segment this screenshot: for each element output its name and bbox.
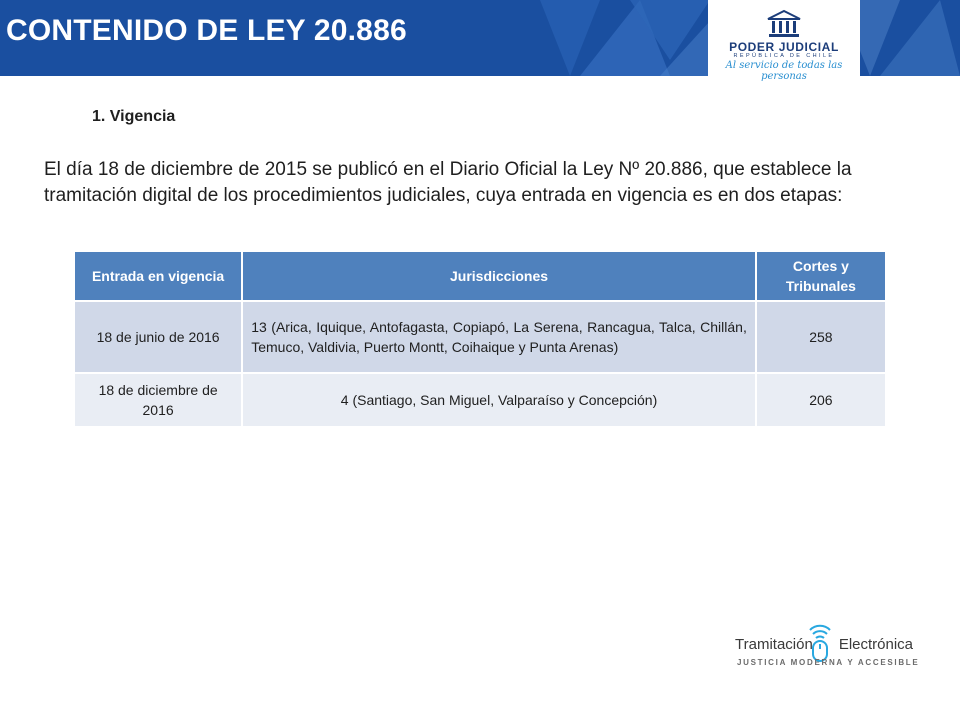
table-cell: 258 (757, 302, 885, 374)
vigencia-table (75, 252, 885, 428)
column-header: Cortes y Tribunales (757, 252, 885, 302)
tramitacion-electronica-logo (735, 618, 920, 678)
logo-word-tramitacion: Tramitación (735, 636, 813, 653)
courthouse-icon (766, 9, 802, 39)
intro-paragraph: El día 18 de diciembre de 2015 se publicó en el Diario Oficial la Ley Nº 20.886, que establece la tramitación digital de los procedimientos judiciales, cuya entrada en vigencia es en dos etapas: (44, 159, 852, 206)
table-cell: 206 (757, 374, 885, 428)
page-title: CONTENIDO DE LEY 20.886 (6, 14, 407, 47)
column-header: Entrada en vigencia (75, 252, 243, 302)
logo-tagline: JUSTICIA MODERNA Y ACCESIBLE (737, 658, 920, 667)
logo-name: PODER JUDICIAL (729, 40, 839, 54)
table-cell: 18 de junio de 2016 (75, 302, 243, 374)
table-row (75, 374, 885, 428)
table-cell: 18 de diciembre de 2016 (75, 374, 243, 428)
table-cell: 13 (Arica, Iquique, Antofagasta, Copiapó, La Serena, Rancagua, Talca, Chillán, Temuco, Valdivia, Puerto Montt, Coihaique y Punta Arenas) (243, 302, 757, 374)
logo-slogan: Al servicio de todas las personas (725, 60, 843, 82)
table-header-row (75, 252, 885, 302)
table-row (75, 302, 885, 374)
section-heading: 1. Vigencia (92, 108, 176, 125)
table-cell: 4 (Santiago, San Miguel, Valparaíso y Concepción) (243, 374, 757, 428)
column-header: Jurisdicciones (243, 252, 757, 302)
header-banner (0, 0, 960, 82)
logo-word-electronica: Electrónica (838, 636, 914, 653)
logo-subtitle: REPÚBLICA DE CHILE (733, 53, 835, 59)
poder-judicial-logo (708, 0, 860, 82)
